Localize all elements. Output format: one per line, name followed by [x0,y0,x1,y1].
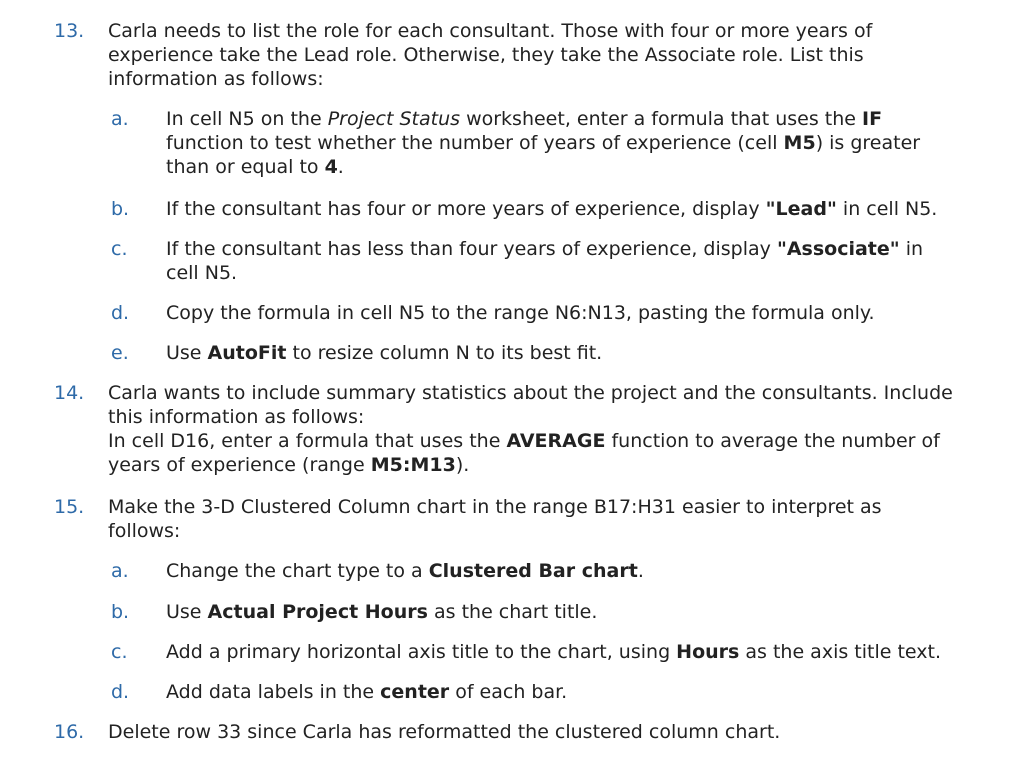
substep-text [166,237,996,285]
step-line: this information as follows: [108,406,365,428]
substep-letter: c. [111,641,128,663]
substep-line: If the consultant has less than four years of experience, display "Associate" in [166,238,924,260]
step-text [108,19,1013,91]
substep-letter: e. [111,342,129,364]
substep-line: Use AutoFit to resize column N to its best fit. [166,342,603,364]
step-text [108,720,1013,744]
step-line: follows: [108,520,181,542]
step-text [108,495,1013,543]
step-line: Carla needs to list the role for each consultant. Those with four or more years of [108,20,873,42]
substep-line: than or equal to 4. [166,156,344,178]
step-line: Delete row 33 since Carla has reformatted the clustered column chart. [108,721,781,743]
step-number: 14. [54,382,85,404]
step-number: 13. [54,20,85,42]
substep-line: Add data labels in the center of each bar. [166,681,568,703]
substep-letter: c. [111,238,128,260]
substep-text [166,107,996,179]
substep-letter: a. [111,560,129,582]
step-text [108,381,1013,477]
substep-text [166,301,996,325]
substep-line: Add a primary horizontal axis title to the chart, using Hours as the axis title text. [166,641,942,663]
step-number: 16. [54,721,85,743]
step-line: Make the 3-D Clustered Column chart in the range B17:H31 easier to interpret as [108,496,882,518]
substep-text [166,341,996,365]
substep-line: cell N5. [166,262,238,284]
substep-line: function to test whether the number of years of experience (cell M5) is greater [166,132,921,154]
substep-text [166,197,996,221]
substep-text [166,559,996,583]
substep-text [166,680,996,704]
step-line: years of experience (range M5:M13). [108,454,470,476]
substep-letter: d. [111,302,130,324]
step-line: In cell D16, enter a formula that uses the AVERAGE function to average the number of [108,430,940,452]
step-line: information as follows: [108,68,324,90]
substep-line: Change the chart type to a Clustered Bar chart. [166,560,644,582]
substep-letter: a. [111,108,129,130]
step-line: Carla wants to include summary statistics about the project and the consultants. Include [108,382,953,404]
substep-letter: b. [111,198,130,220]
substep-letter: b. [111,601,130,623]
substep-letter: d. [111,681,130,703]
substep-line: Use Actual Project Hours as the chart title. [166,601,598,623]
substep-line: If the consultant has four or more years of experience, display "Lead" in cell N5. [166,198,938,220]
substep-line: Copy the formula in cell N5 to the range N6:N13, pasting the formula only. [166,302,875,324]
substep-text [166,640,996,664]
substep-line: In cell N5 on the Project Status worksheet, enter a formula that uses the IF [166,108,883,130]
step-line: experience take the Lead role. Otherwise, they take the Associate role. List this [108,44,864,66]
step-number: 15. [54,496,85,518]
substep-text [166,600,996,624]
